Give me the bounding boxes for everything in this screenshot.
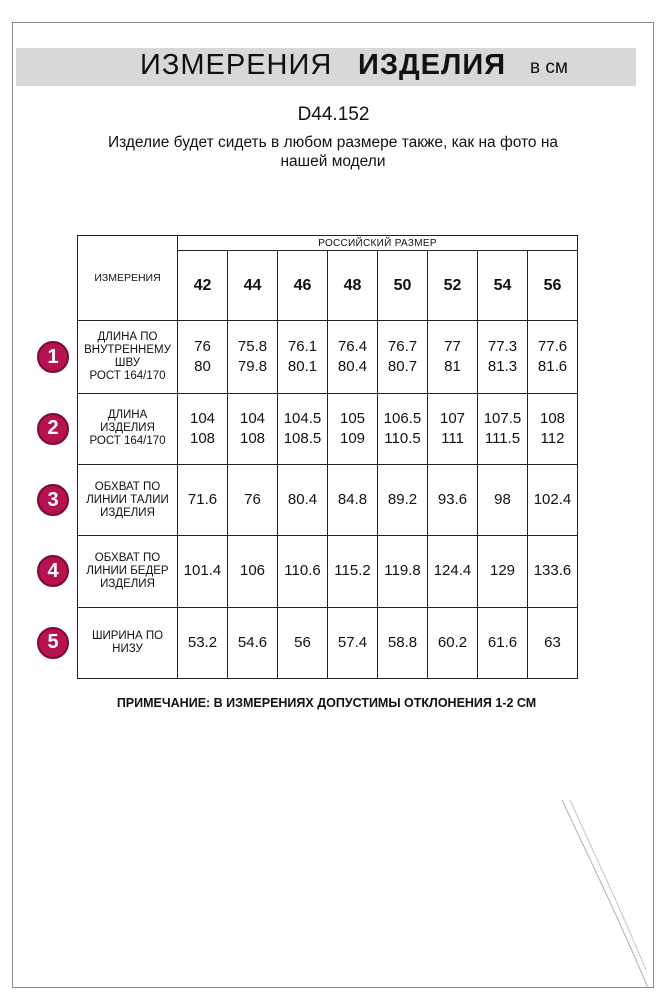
value-line: 107 (439, 409, 466, 427)
measurement-value (528, 393, 578, 464)
title-bold: ИЗДЕЛИЯ (358, 49, 507, 81)
size-44: 44 (228, 251, 278, 321)
measurement-value (428, 321, 478, 393)
value-line: 98 (494, 491, 511, 509)
measurement-value (378, 321, 428, 393)
value-line: 108 (189, 429, 216, 447)
value-line: 57.4 (337, 633, 368, 651)
title-unit: в см (530, 57, 568, 78)
value-line: 108 (539, 409, 566, 427)
value-line: 129 (489, 562, 516, 580)
measurement-value (528, 321, 578, 393)
value-line: 124.4 (433, 562, 472, 580)
measurement-value (528, 607, 578, 678)
measurement-value (328, 321, 378, 393)
value-line: 54.6 (237, 633, 268, 651)
size-table-body (78, 236, 578, 679)
value-line: 80.4 (337, 358, 368, 376)
value-line: 76 (244, 491, 261, 509)
label-line: ИЗДЕЛИЯ (100, 422, 155, 435)
value-line: 111.5 (484, 429, 521, 447)
number-badge-3: 3 (37, 484, 69, 516)
measurement-label (78, 321, 178, 393)
value-line: 79.8 (237, 358, 268, 376)
measurement-row (78, 393, 578, 464)
measurement-value (228, 465, 278, 536)
value-line: 76 (194, 338, 211, 356)
measurement-value (178, 536, 228, 607)
measurement-value (178, 393, 228, 464)
value-line: 107.5 (483, 409, 522, 427)
number-badge-2: 2 (37, 413, 69, 445)
measurement-row (78, 465, 578, 536)
measurement-value (278, 393, 328, 464)
label-line: НИЗУ (112, 642, 143, 655)
value-line: 56 (294, 633, 311, 651)
size-48: 48 (328, 251, 378, 321)
measurement-label (78, 607, 178, 678)
size-52: 52 (428, 251, 478, 321)
value-line: 111 (441, 429, 464, 447)
value-line: 80 (194, 358, 211, 376)
measurement-value (328, 536, 378, 607)
title-regular: ИЗМЕРЕНИЯ (140, 49, 333, 81)
value-line: 102.4 (533, 491, 572, 509)
measurement-value (378, 465, 428, 536)
value-line: 81 (444, 358, 461, 376)
value-line: 108 (239, 429, 266, 447)
label-line: ВНУТРЕННЕМУ (84, 344, 171, 357)
measurement-value (178, 465, 228, 536)
label-line: ИЗДЕЛИЯ (100, 577, 155, 590)
size-table (77, 235, 578, 679)
measurements-header: ИЗМЕРЕНИЯ (78, 236, 178, 321)
measurement-value (378, 393, 428, 464)
number-badge-5: 5 (37, 627, 69, 659)
measurement-label (78, 393, 178, 464)
label-line: ЛИНИИ ТАЛИИ (86, 493, 169, 506)
value-line: 61.6 (487, 633, 518, 651)
size-42: 42 (178, 251, 228, 321)
measurement-value (178, 607, 228, 678)
label-line: ДЛИНА (107, 409, 148, 422)
russian-size-header: РОССИЙСКИЙ РАЗМЕР (178, 236, 578, 251)
value-line: 81.6 (537, 358, 568, 376)
value-line: 80.7 (387, 358, 418, 376)
value-line: 89.2 (387, 491, 418, 509)
measurement-value (528, 536, 578, 607)
value-line: 104.5 (283, 409, 322, 427)
value-line: 71.6 (187, 491, 218, 509)
label-line: ЛИНИИ БЕДЕР (86, 564, 169, 577)
value-line: 77 (444, 338, 461, 356)
size-50: 50 (378, 251, 428, 321)
measurement-value (478, 393, 528, 464)
label-line: РОСТ 164/170 (89, 370, 166, 383)
measurement-value (328, 607, 378, 678)
corner-scribble (560, 800, 650, 990)
value-line: 108.5 (283, 429, 322, 447)
number-badge-4: 4 (37, 555, 69, 587)
value-line: 115.2 (334, 562, 371, 580)
value-line: 93.6 (437, 491, 468, 509)
value-line: 77.3 (487, 338, 518, 356)
measurement-value (478, 607, 528, 678)
value-line: 133.6 (533, 562, 572, 580)
value-line: 119.8 (384, 562, 421, 580)
label-line: ШИРИНА ПО (91, 629, 164, 642)
label-line: РОСТ 164/170 (89, 435, 166, 448)
label-line: ШВУ (114, 357, 141, 370)
value-line: 112 (540, 429, 565, 447)
measurement-value (428, 393, 478, 464)
value-line: 63 (544, 633, 561, 651)
measurement-value (328, 393, 378, 464)
value-line: 80.4 (287, 491, 318, 509)
measurement-value (278, 536, 328, 607)
measurement-value (228, 607, 278, 678)
measurement-value (278, 607, 328, 678)
label-line: ИЗДЕЛИЯ (100, 506, 155, 519)
label-line: ОБХВАТ ПО (94, 551, 161, 564)
measurement-value (378, 536, 428, 607)
value-line: 105 (339, 409, 366, 427)
article-number: D44.152 (297, 104, 370, 125)
measurement-label (78, 465, 178, 536)
measurement-value (178, 321, 228, 393)
value-line: 106 (239, 562, 266, 580)
value-line: 76.7 (387, 338, 418, 356)
measurement-value (428, 465, 478, 536)
value-line: 106.5 (383, 409, 422, 427)
size-46: 46 (278, 251, 328, 321)
measurement-value (478, 321, 528, 393)
measurement-row (78, 536, 578, 607)
measurement-label (78, 536, 178, 607)
measurement-value (528, 465, 578, 536)
measurement-value (378, 607, 428, 678)
header-row-1 (78, 236, 578, 251)
value-line: 77.6 (537, 338, 568, 356)
measurement-value (478, 536, 528, 607)
fit-note: Изделие будет сидеть в любом размере также, как на фото на нашей модели (107, 134, 559, 170)
label-line: ОБХВАТ ПО (94, 480, 161, 493)
value-line: 109 (339, 429, 366, 447)
measurement-value (428, 536, 478, 607)
value-line: 104 (189, 409, 216, 427)
measurement-row (78, 607, 578, 678)
value-line: 60.2 (437, 633, 468, 651)
value-line: 110.5 (384, 429, 421, 447)
measurement-value (428, 607, 478, 678)
value-line: 104 (239, 409, 266, 427)
measurement-value (278, 465, 328, 536)
size-56: 56 (528, 251, 578, 321)
measurement-row (78, 321, 578, 393)
label-line: ДЛИНА ПО (97, 331, 158, 344)
value-line: 81.3 (487, 358, 518, 376)
value-line: 53.2 (187, 633, 218, 651)
value-line: 76.4 (337, 338, 368, 356)
measurement-value (278, 321, 328, 393)
value-line: 84.8 (337, 491, 368, 509)
measurement-value (228, 393, 278, 464)
value-line: 80.1 (287, 358, 318, 376)
value-line: 58.8 (387, 633, 418, 651)
number-badge-1: 1 (37, 341, 69, 373)
measurement-value (478, 465, 528, 536)
value-line: 76.1 (287, 338, 318, 356)
value-line: 101.4 (183, 562, 222, 580)
value-line: 75.8 (237, 338, 268, 356)
measurement-value (228, 321, 278, 393)
value-line: 110.6 (284, 562, 321, 580)
measurement-value (228, 536, 278, 607)
measurement-value (328, 465, 378, 536)
tolerance-note: ПРИМЕЧАНИЕ: В ИЗМЕРЕНИЯХ ДОПУСТИМЫ ОТКЛОНЕНИЯ 1-2 СМ (116, 696, 537, 710)
size-54: 54 (478, 251, 528, 321)
